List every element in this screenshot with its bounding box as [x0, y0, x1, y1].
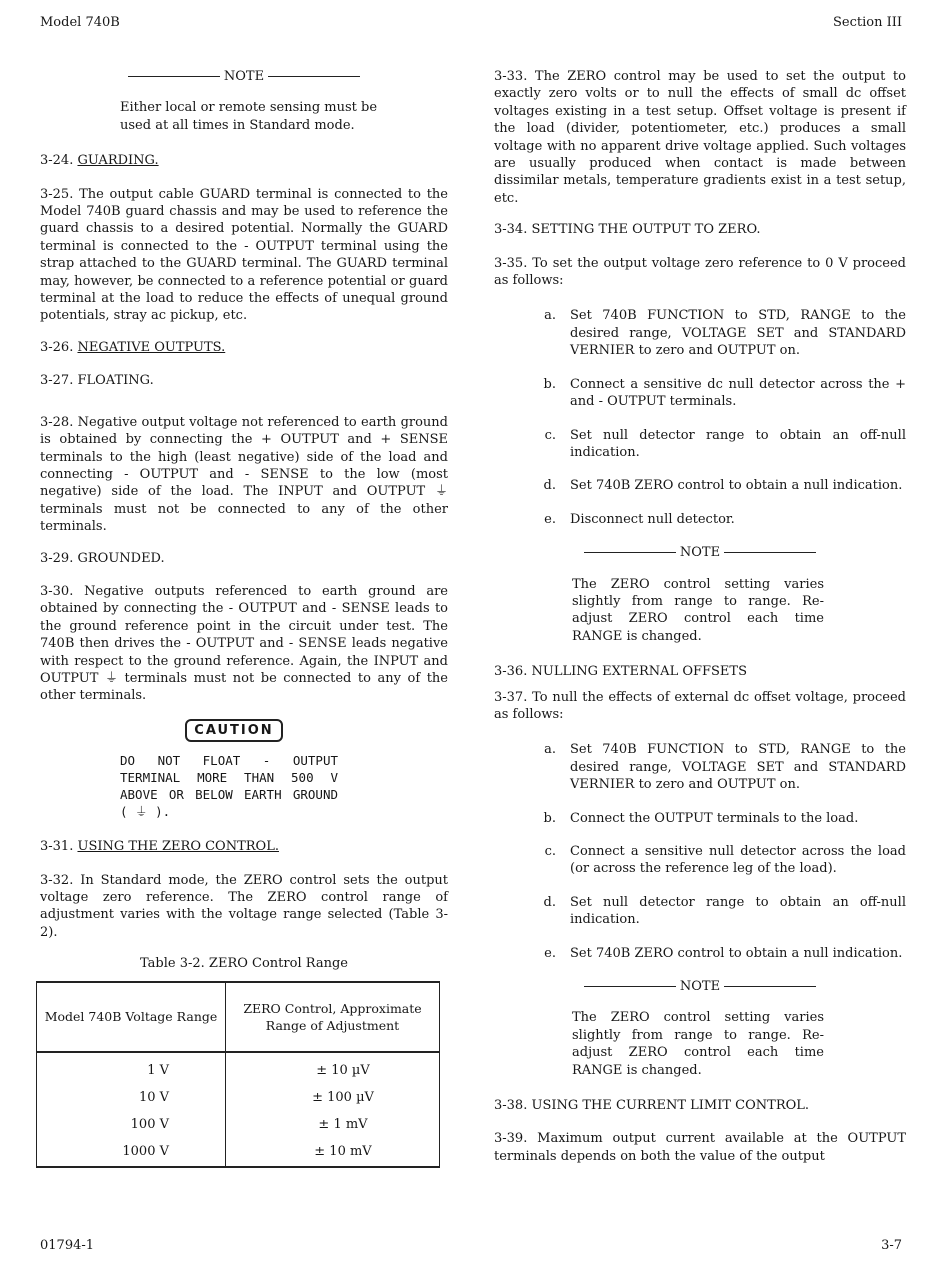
list-item	[494, 427, 906, 462]
table-cell-adjustment: ± 1 mV	[226, 1112, 440, 1139]
heading-number: 3-34.	[494, 222, 528, 238]
note-block	[40, 68, 448, 134]
heading-3-31	[40, 838, 448, 855]
step-label: b.	[543, 810, 556, 826]
table-cell-adjustment: ± 10 mV	[226, 1139, 440, 1167]
heading-number: 3-36.	[494, 664, 528, 680]
note-label: NOTE	[679, 979, 721, 995]
paragraph-3-25: 3-25. The output cable GUARD terminal is connected to the Model 740B guard chassis and may be used to reference the guard chassis to a desired potential. Normally the GUARD terminal is connected to the - OUTPUT terminal using the strap attached to the GUARD terminal. The GUARD terminal may, however, be connected to a reference potential or guard terminal at the load to reduce the effects of unequal ground potentials, stray ac pickup, etc.	[40, 186, 448, 324]
heading-title: GUARDING.	[77, 153, 159, 169]
list-item	[494, 843, 906, 878]
heading-3-34	[494, 221, 906, 238]
list-item	[494, 810, 906, 827]
step-text: Set 740B ZERO control to obtain a null indication.	[570, 945, 903, 961]
step-text: Set null detector range to obtain an off-null indication.	[570, 894, 906, 928]
list-item	[494, 741, 906, 793]
caution-badge: CAUTION	[185, 719, 283, 742]
step-label: c.	[544, 844, 556, 859]
step-text: Connect the OUTPUT terminals to the load.	[570, 810, 859, 826]
note-rule-left	[584, 552, 676, 553]
note-rule-right	[724, 552, 816, 553]
step-label: a.	[544, 308, 556, 324]
heading-title: SETTING THE OUTPUT TO ZERO.	[531, 222, 761, 238]
list-item	[494, 307, 906, 359]
note-body: Either local or remote sensing must be used at all times in Standard mode.	[120, 100, 378, 133]
page-number: 3-7	[881, 1238, 902, 1253]
heading-3-24	[40, 152, 448, 169]
step-text: Set 740B FUNCTION to STD, RANGE to the desired range, VOLTAGE SET and STANDARD VERNIER to zero and OUTPUT on.	[570, 742, 906, 793]
paragraph-3-33: 3-33. The ZERO control may be used to set the output to exactly zero volts or to null the effects of small dc offset voltages existing in a test setup. Offset voltage is present if the load (divider, potentiometer, etc.) produces a small voltage with no apparent drive voltage applied. Such voltages are usually produced when contact is made between dissimilar metals, temperature gradients exist in a test setup, etc.	[494, 69, 906, 206]
table-row	[37, 1052, 440, 1085]
table-cell-adjustment: ± 100 µV	[226, 1085, 440, 1112]
page-header-model: Model 740B	[40, 15, 120, 30]
note-label: NOTE	[223, 69, 265, 84]
note-body: The ZERO control setting varies slightly from range to range. Re-adjust ZERO control each time RANGE is changed.	[572, 576, 824, 644]
heading-number: 3-38.	[494, 1098, 528, 1114]
page-footer-docnum: 01794-1	[40, 1238, 95, 1253]
step-label: b.	[543, 376, 556, 392]
table-header-adjustment: ZERO Control, Approximate Range of Adjustment	[226, 982, 440, 1052]
table-row	[37, 1139, 440, 1167]
step-text: Connect a sensitive null detector across the load (or across the reference leg of the load).	[570, 844, 906, 877]
table-cell-range: 1 V	[37, 1052, 226, 1085]
step-label: d.	[543, 478, 556, 494]
heading-number: 3-27.	[40, 373, 74, 389]
note-block	[494, 978, 906, 1079]
heading-3-38	[494, 1097, 906, 1114]
list-item	[494, 376, 906, 411]
note-title	[40, 68, 448, 85]
table-row	[37, 1085, 440, 1112]
step-text: Connect a sensitive dc null detector across the + and - OUTPUT terminals.	[570, 376, 906, 410]
heading-number: 3-31.	[40, 839, 74, 855]
list-item	[494, 894, 906, 929]
note-label: NOTE	[679, 545, 721, 561]
heading-3-36	[494, 663, 906, 680]
note-title	[494, 978, 906, 995]
note-rule-left	[128, 76, 220, 77]
table-cell-range: 10 V	[37, 1085, 226, 1112]
caution-block	[40, 719, 448, 820]
paragraph-3-35: 3-35. To set the output voltage zero reference to 0 V proceed as follows:	[494, 255, 906, 289]
note-rule-right	[724, 986, 816, 987]
heading-title: USING THE ZERO CONTROL.	[77, 839, 279, 855]
caution-text: DO NOT FLOAT - OUTPUT TERMINAL MORE THAN 500 V ABOVE OR BELOW EARTH GROUND ( ⏚ ).	[120, 753, 338, 820]
paragraph-3-37: 3-37. To null the effects of external dc offset voltage, proceed as follows:	[494, 689, 906, 722]
table-caption: Table 3-2. ZERO Control Range	[140, 956, 348, 972]
paragraph-3-28: 3-28. Negative output voltage not referenced to earth ground is obtained by connecting the + OUTPUT and + SENSE terminals to the high (least negative) side of the load and connecting - OUTPUT and - SENSE to the low (most negative) side of the load. The INPUT and OUTPUT ⏚ terminals must not be connected to any of the other terminals.	[40, 414, 448, 535]
left-column	[40, 68, 448, 1168]
table-row	[37, 1112, 440, 1139]
step-text: Set 740B ZERO control to obtain a null indication.	[570, 478, 903, 494]
list-item	[494, 511, 906, 528]
heading-title: FLOATING.	[77, 373, 154, 389]
right-column	[494, 68, 906, 1179]
page-header-section: Section III	[833, 15, 902, 30]
note-title	[494, 544, 906, 561]
note-body: The ZERO control setting varies slightly from range to range. Re-adjust ZERO control each time RANGE is changed.	[572, 1010, 824, 1078]
step-label: e.	[544, 511, 556, 527]
paragraph-3-39: 3-39. Maximum output current available at the OUTPUT terminals depends on both the value of the output	[494, 1131, 906, 1164]
step-label: e.	[544, 945, 556, 961]
table-cell-adjustment: ± 10 µV	[226, 1052, 440, 1085]
heading-number: 3-26.	[40, 339, 74, 355]
step-text: Disconnect null detector.	[570, 511, 735, 527]
zero-procedure-steps	[494, 307, 906, 528]
paragraph-3-32: 3-32. In Standard mode, the ZERO control sets the output voltage zero reference. The ZERO control range of adjustment varies with the voltage range selected (Table 3-2).	[40, 872, 448, 940]
null-offset-procedure-steps	[494, 741, 906, 962]
heading-3-29	[40, 550, 448, 567]
note-rule-left	[584, 986, 676, 987]
table-header-voltage-range: Model 740B Voltage Range	[37, 982, 226, 1052]
heading-title: USING THE CURRENT LIMIT CONTROL.	[531, 1098, 810, 1114]
heading-title: GROUNDED.	[77, 550, 165, 566]
heading-number: 3-29.	[40, 550, 74, 566]
step-label: c.	[544, 427, 556, 443]
step-label: d.	[543, 894, 556, 910]
note-rule-right	[268, 76, 360, 77]
step-text: Set null detector range to obtain an off-null indication.	[570, 427, 906, 460]
heading-title: NEGATIVE OUTPUTS.	[77, 339, 226, 355]
list-item	[494, 945, 906, 962]
heading-number: 3-24.	[40, 153, 74, 169]
table-cell-range: 100 V	[37, 1112, 226, 1139]
table-cell-range: 1000 V	[37, 1139, 226, 1167]
paragraph-3-30: 3-30. Negative outputs referenced to earth ground are obtained by connecting the - OUTPUT and - SENSE leads to the ground reference point in the circuit under test. The 740B then drives the - OUTPUT and - SENSE leads negative with respect to the ground reference. Again, the INPUT and OUTPUT ⏚ terminals must not be connected to any of the other terminals.	[40, 583, 448, 704]
step-label: a.	[544, 742, 556, 758]
zero-control-range-table	[36, 981, 440, 1168]
heading-title: NULLING EXTERNAL OFFSETS	[531, 664, 747, 680]
step-text: Set 740B FUNCTION to STD, RANGE to the desired range, VOLTAGE SET and STANDARD VERNIER to zero and OUTPUT on.	[570, 308, 906, 359]
note-block	[494, 544, 906, 645]
heading-3-27	[40, 372, 448, 389]
list-item	[494, 477, 906, 494]
heading-3-26	[40, 339, 448, 356]
